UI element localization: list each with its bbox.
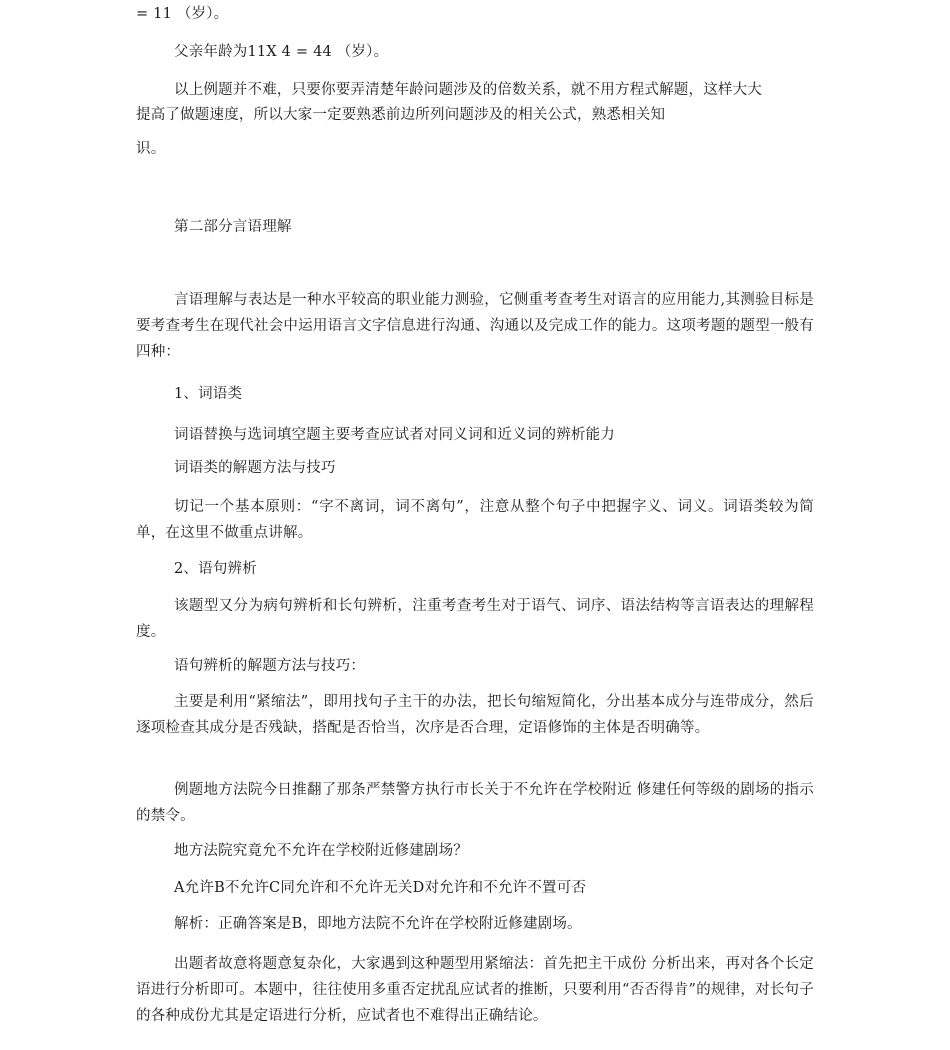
text-line: 词语替换与选词填空题主要考查应试者对同义词和近义词的辨析能力 [174,427,615,443]
equation-line: = 11 （岁）。 [136,6,229,22]
text-line: 词语类的解题方法与技巧 [174,460,336,476]
paragraph-line: 识。 [136,141,166,157]
paragraph: 切记一个基本原则：“字不离词，词不离句”，注意从整个句子中把握字义、词义。词语类较为简单，在这里不做重点讲解。 [136,499,814,541]
equation-line: 父亲年龄为11X 4 = 44 （岁）。 [174,44,389,60]
subsection-heading: 2、语句辨析 [174,561,257,577]
paragraph-line: 以上例题并不难，只要你要弄清楚年龄问题涉及的倍数关系，就不用方程式解题，这样大大 [174,82,762,98]
text-line: A允许B不允许C同允许和不允许无关D对允许和不允许不置可否 [174,880,587,896]
text-line: 语句辨析的解题方法与技巧： [174,658,366,674]
paragraph: 例题地方法院今日推翻了那条严禁警方执行市长关于不允许在学校附近 修建任何等级的剧场的指示的禁令。 [136,782,814,824]
text-line: 解析：正确答案是B，即地方法院不允许在学校附近修建剧场。 [174,916,582,932]
text-line: 地方法院究竟允不允许在学校附近修建剧场？ [174,843,468,859]
paragraph-line: 提高了做题速度，所以大家一定要熟悉前边所列问题涉及的相关公式，熟悉相关知 [136,107,666,123]
paragraph: 主要是利用“紧缩法”，即用找句子主干的办法，把长句缩短简化，分出基本成分与连带成分，然后逐项检查其成分是否残缺，搭配是否恰当，次序是否合理，定语修饰的主体是否明确等。 [136,694,814,736]
paragraph: 出题者故意将题意复杂化，大家遇到这种题型用紧缩法：首先把主干成份 分析出来，再对各个长定语进行分析即可。本题中，往往使用多重否定扰乱应试者的推断，只要利用“否否得肯”的规律，对长句子的各种成份尤其是定语进行分析，应试者也不难得出正确结论。 [136,956,814,1024]
paragraph: 该题型又分为病句辨析和长句辨析，注重考查考生对于语气、词序、语法结构等言语表达的理解程度。 [136,598,814,640]
subsection-heading: 1、词语类 [174,386,243,402]
paragraph: 言语理解与表达是一种水平较高的职业能力测验，它侧重考查考生对语言的应用能力,其测验目标是要考查考生在现代社会中运用语言文字信息进行沟通、沟通以及完成工作的能力。这项考题的题型一般有四种： [136,292,814,360]
section-heading: 第二部分言语理解 [174,219,292,235]
